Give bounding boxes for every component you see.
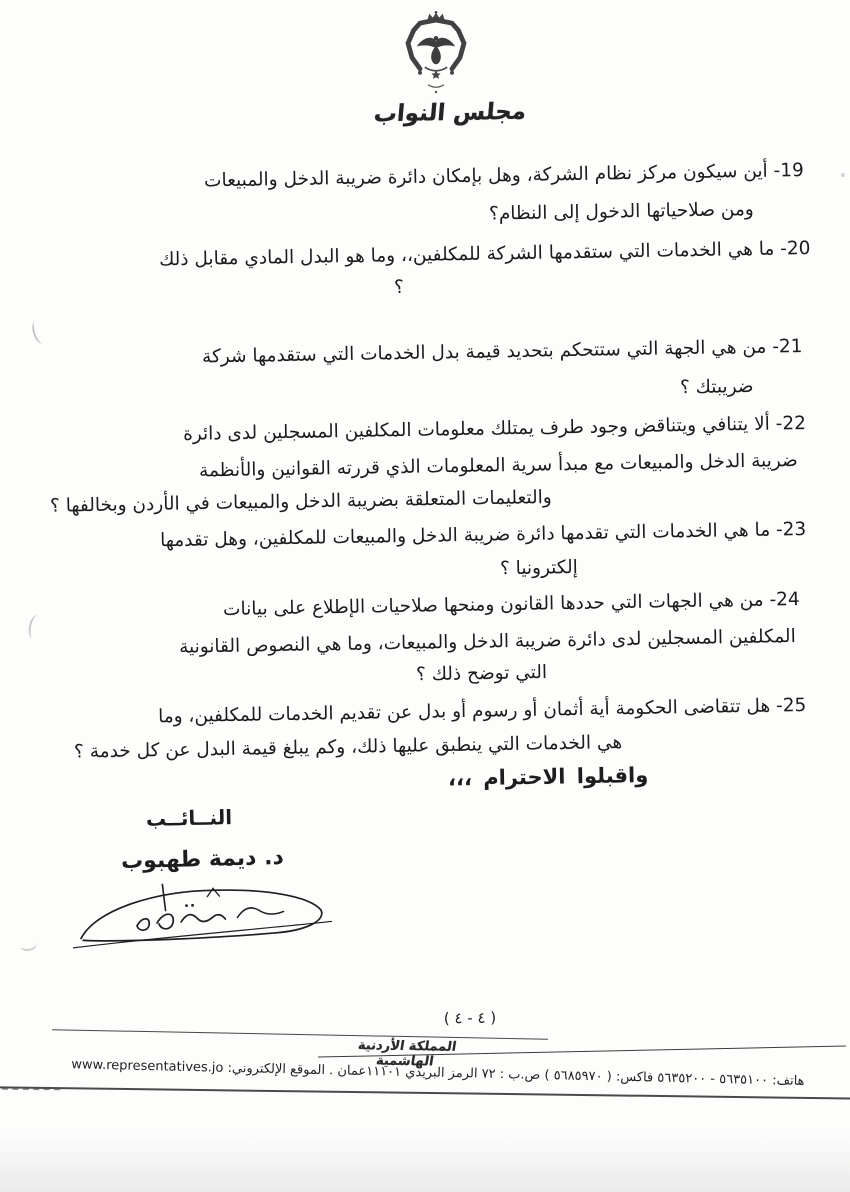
question-20-line-2: ؟: [393, 277, 405, 299]
question-21-line-2: ضريبتك ؟: [680, 376, 755, 399]
footer-bottom-rule: [0, 1086, 850, 1099]
scan-artifact: [27, 614, 45, 640]
question-22-line-2: ضريبة الدخل والمبيعات مع مبدأ سرية المعلومات الذي قررته القوانين والأنظمة: [199, 450, 799, 482]
scan-artifact: [30, 319, 50, 346]
question-22-line-3: والتعليمات المتعلقة بضريبة الدخل والمبيعات في الأردن وبخالفها ؟: [50, 487, 553, 517]
question-22-line-1: 22- ألا يتنافي ويتناقض وجود طرف يمتلك معلومات المكلفين المسجلين لدى دائرة: [183, 413, 807, 445]
question-21-line-1: 21- من هي الجهة التي ستتحكم بتحديد قيمة بدل الخدمات التي ستقدمها شركة: [201, 336, 803, 368]
scan-artifact: [841, 173, 845, 177]
question-24-line-2: المكلفين المسجلين لدى دائرة ضريبة الدخل والمبيعات، وما هي النصوص القانونية: [179, 626, 797, 658]
jordan-royal-crest-icon: [396, 10, 476, 102]
question-19-line-2: ومن صلاحياتها الدخول إلى النظام؟: [489, 199, 755, 225]
signature-scribble: [64, 868, 339, 960]
page-number: ( ٤ - ٤ ): [443, 1008, 497, 1028]
footer-rule-left: [52, 1029, 548, 1040]
question-24-line-1: 24- من هي الجهات التي حددها القانون ومنحها صلاحيات الإطلاع على بيانات: [223, 589, 801, 621]
question-20-line-1: 20- ما هي الخدمات التي ستقدمها الشركة للمكلفين،، وما هو البدل المادي مقابل ذلك: [158, 238, 811, 271]
respect-closing-line: واقبلوا الاحترام ،،،: [447, 763, 649, 791]
scan-artifact: [18, 935, 38, 953]
scan-shadow: [0, 1132, 850, 1192]
mp-title: النــائــب: [145, 805, 233, 831]
assembly-name-calligraphy: مجلس النواب: [372, 98, 528, 128]
question-19-line-1: 19- أين سيكون مركز نظام الشركة، وهل بإمكان دائرة ضريبة الدخل والمبيعات: [204, 160, 805, 192]
footer-contact-line: هاتف: ٥٦٣٥١٠٠ - ٥٦٣٥٢٠٠ فاكس: ( ٥٦٨٥٩٧٠ ) ص.ب : ٧٢ الرمز البريدي ١١١٠١عمان . الموقع الإلكتروني: www.representatives.jo: [71, 1057, 805, 1089]
question-24-line-3: التي توضح ذلك ؟: [415, 662, 548, 686]
question-25-line-2: هي الخدمات التي ينطبق عليها ذلك، وكم يبلغ قيمة البدل عن كل خدمة ؟: [73, 732, 623, 763]
question-25-line-1: 25- هل تتقاضى الحكومة أية أثمان أو رسوم أو بدل عن تقديم الخدمات للمكلفين، وما: [157, 695, 807, 728]
mp-name: د. ديمة طهبوب: [120, 844, 285, 875]
question-23-line-1: 23- ما هي الخدمات التي تقدمها دائرة ضريبة الدخل والمبيعات للمكلفين، وهل تقدمها: [159, 519, 807, 552]
question-23-line-2: إلكترونيا ؟: [500, 557, 579, 580]
kingdom-name-calligraphy: المملكة الأردنية الهاشمية: [356, 1038, 458, 1070]
